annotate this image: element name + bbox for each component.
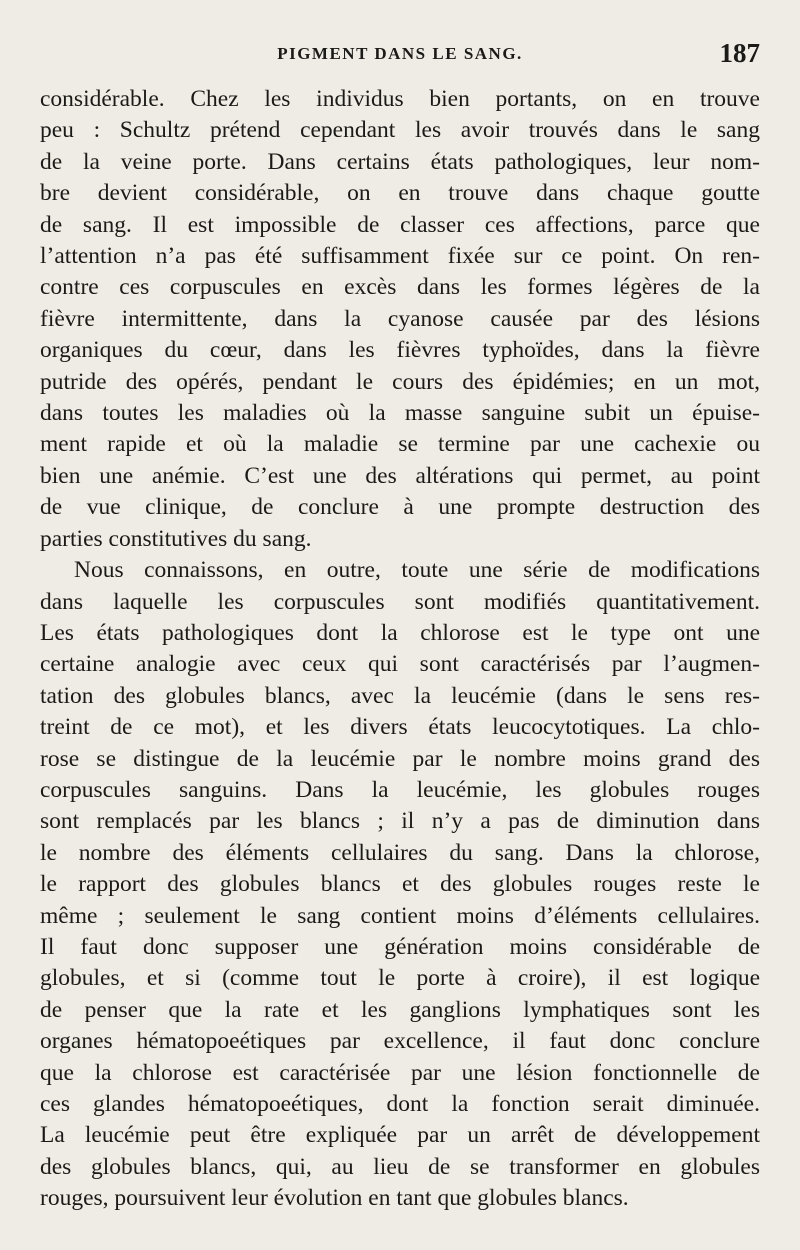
text-line: sont remplacés par les blancs ; il n’y a pas de diminution dans [40, 808, 760, 835]
text-line: parties constitutives du sang. [40, 525, 312, 552]
text-line: peu : Schultz prétend cependant les avoir trouvés dans le sang [40, 117, 760, 144]
text-line: des globules blancs, qui, au lieu de se transformer en globules [40, 1153, 760, 1180]
text-line: l’attention n’a pas été suffisamment fixée sur ce point. On ren- [40, 243, 760, 270]
text-line: de sang. Il est impossible de classer ces affections, parce que [40, 211, 760, 238]
text-line: tation des globules blancs, avec la leucémie (dans le sens res- [40, 682, 760, 709]
page-number: 187 [719, 38, 760, 68]
text-line: ces glandes hématopoeétiques, dont la fonction serait diminuée. [40, 1091, 760, 1117]
text-line: même ; seulement le sang contient moins d’éléments cellulaires. [40, 902, 760, 929]
text-line: Il faut donc supposer une génération moins considérable de [40, 933, 760, 960]
text-line: considérable. Chez les individus bien portants, on en trouve [40, 86, 760, 112]
text-line: organes hématopoeétiques par excellence, il faut donc conclure [40, 1028, 760, 1055]
text-line: La leucémie peut être expliquée par un arrêt de développement [40, 1122, 760, 1149]
text-line: bre devient considérable, on en trouve dans chaque goutte [40, 180, 760, 207]
text-line: le rapport des globules blancs et des globules rouges reste le [40, 871, 760, 898]
text-line: rose se distingue de la leucémie par le nombre moins grand des [40, 745, 760, 772]
text-line: que la chlorose est caractérisée par une lésion fonctionnelle de [40, 1059, 760, 1086]
text-line: contre ces corpuscules en excès dans les formes légères de la [40, 274, 760, 301]
text-line: ment rapide et où la maladie se termine par une cachexie ou [40, 431, 760, 458]
text-line: de la veine porte. Dans certains états pathologiques, leur nom- [40, 148, 760, 175]
paragraph [40, 84, 760, 555]
text-line: putride des opérés, pendant le cours des épidémies; en un mot, [40, 368, 760, 395]
text-line: bien une anémie. C’est une des altérations qui permet, au point [40, 462, 760, 489]
paragraph [40, 555, 760, 1215]
text-line: treint de ce mot), et les divers états leucocytotiques. La chlo- [40, 714, 760, 741]
text-line: de penser que la rate et les ganglions lymphatiques sont les [40, 996, 760, 1023]
text-line: certaine analogie avec ceux qui sont caractérisés par l’augmen- [40, 651, 760, 678]
text-line: de vue clinique, de conclure à une prompte destruction des [40, 494, 760, 521]
text-line: Les états pathologiques dont la chlorose est le type ont une [40, 619, 760, 646]
text-line: dans toutes les maladies où la masse sanguine subit un épuise- [40, 400, 760, 427]
running-head-title: PIGMENT DANS LE SANG. [277, 44, 523, 63]
text-line: Nous connaissons, en outre, toute une série de modifications [74, 557, 760, 584]
text-line: fièvre intermittente, dans la cyanose causée par des lésions [40, 305, 760, 332]
text-line: le nombre des éléments cellulaires du sang. Dans la chlorose, [40, 839, 760, 866]
text-line: globules, et si (comme tout le porte à croire), il est logique [40, 965, 760, 992]
text-line: dans laquelle les corpuscules sont modifiés quantitativement. [40, 588, 760, 615]
running-head [40, 40, 760, 70]
text-line: corpuscules sanguins. Dans la leucémie, les globules rouges [40, 776, 760, 803]
text-line: rouges, poursuivent leur évolution en tant que globules blancs. [40, 1185, 629, 1212]
body-text [40, 84, 760, 1215]
text-line: organiques du cœur, dans les fièvres typhoïdes, dans la fièvre [40, 337, 760, 364]
